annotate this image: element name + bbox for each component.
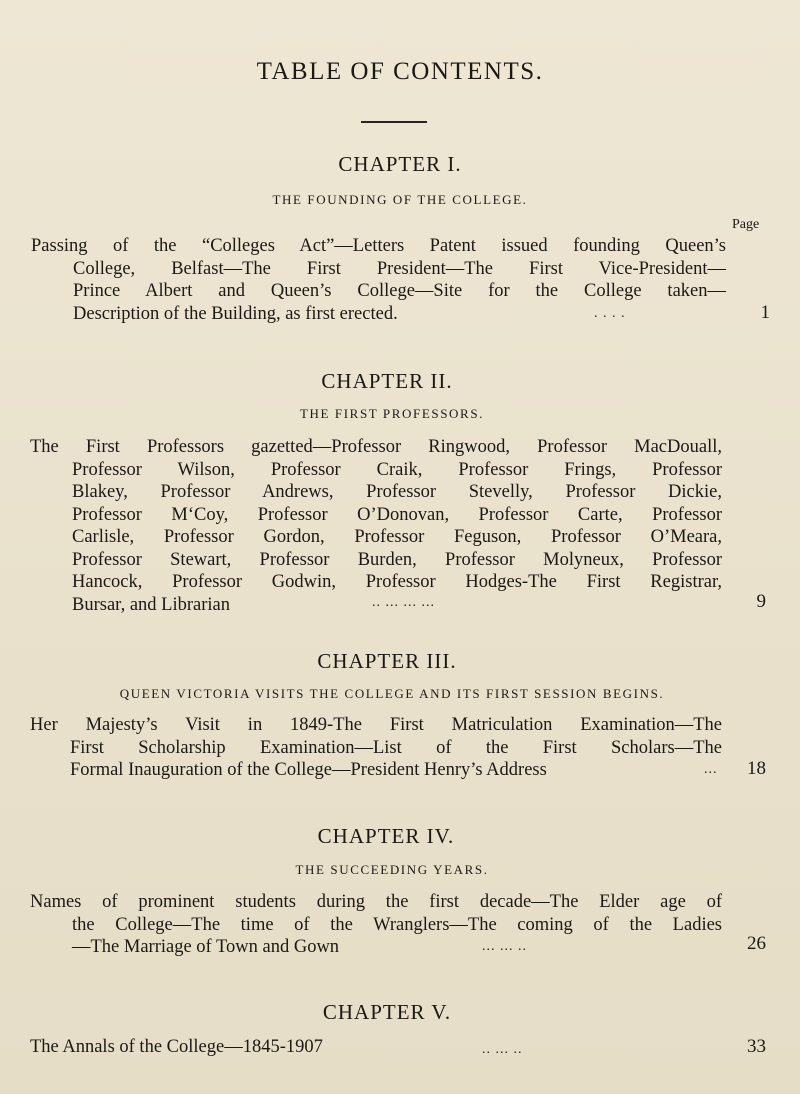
chapter-2-line-2: Professor Wilson, Professor Craik, Professor Frings, Professor (72, 459, 722, 480)
chapter-4-entry (30, 891, 722, 959)
chapter-2-heading: CHAPTER II. (321, 369, 453, 393)
chapter-4-subtitle: THE SUCCEEDING YEARS. (295, 862, 489, 877)
chapter-1-line-1: Passing of the “Colleges Act”—Letters Patent issued founding Queen’s (31, 236, 726, 256)
chapter-1-subtitle: THE FOUNDING OF THE COLLEGE. (272, 192, 528, 207)
chapter-3-line-2: First Scholarship Examination—List of the First Scholars—The (70, 737, 722, 758)
chapter-2-subtitle: THE FIRST PROFESSORS. (300, 406, 484, 421)
chapter-1-line-3: Prince Albert and Queen’s College—Site for the College taken— (73, 281, 726, 301)
chapter-1-leaders: . . . . (594, 306, 626, 321)
page-column-label: Page (732, 217, 760, 232)
chapter-2-entry (30, 436, 722, 616)
page-title: TABLE OF CONTENTS. (256, 58, 544, 85)
chapter-1-line-2: College, Belfast—The First President—The First Vice-President— (73, 258, 726, 279)
chapter-3-heading: CHAPTER III. (317, 649, 457, 673)
chapter-5-entry (30, 1036, 450, 1059)
chapter-3-line-3: Formal Inauguration of the College—President Henry’s Address (70, 760, 547, 780)
chapter-4-line-3: —The Marriage of Town and Gown (72, 937, 340, 957)
chapter-4-page-number: 26 (747, 933, 766, 954)
chapter-1-line-4: Description of the Building, as first erected. (73, 303, 398, 324)
chapter-2-line-4: Professor M‘Coy, Professor O’Donovan, Professor Carte, Professor (72, 504, 722, 525)
chapter-5-leaders: .. ... .. (482, 1042, 523, 1057)
chapter-2-line-8: Bursar, and Librarian (72, 594, 230, 615)
chapter-5-line-1: The Annals of the College—1845-1907 (30, 1037, 323, 1057)
chapter-3-line-1: Her Majesty’s Visit in 1849-The First Matriculation Examination—The (30, 715, 722, 735)
title-divider (361, 121, 427, 123)
chapter-1-entry (31, 235, 726, 325)
chapter-1-heading: CHAPTER I. (338, 152, 462, 176)
chapter-1-page-number: 1 (760, 302, 770, 323)
chapter-2-line-1: The First Professors gazetted—Professor Ringwood, Professor MacDouall, (30, 437, 722, 457)
chapter-3-subtitle: QUEEN VICTORIA VISITS THE COLLEGE AND ITS FIRST SESSION BEGINS. (119, 686, 665, 701)
chapter-4-line-1: Names of prominent students during the first decade—The Elder age of (30, 892, 722, 912)
chapter-2-line-6: Professor Stewart, Professor Burden, Professor Molyneux, Professor (72, 549, 722, 570)
chapter-2-line-7: Hancock, Professor Godwin, Professor Hodges-The First Registrar, (72, 572, 722, 592)
chapter-4-line-2: the College—The time of the Wranglers—The coming of the Ladies (72, 914, 722, 935)
chapter-2-leaders: .. ... ... ... (372, 595, 435, 610)
chapter-5-page-number: 33 (747, 1036, 766, 1057)
chapter-2-line-5: Carlisle, Professor Gordon, Professor Feguson, Professor O’Meara, (72, 527, 722, 547)
chapter-5-heading: CHAPTER V. (322, 1000, 452, 1024)
chapter-3-entry (30, 714, 722, 782)
chapter-3-leaders: ... (704, 762, 718, 777)
chapter-2-line-3: Blakey, Professor Andrews, Professor Stevelly, Professor Dickie, (72, 482, 722, 502)
chapter-2-page-number: 9 (756, 591, 766, 612)
chapter-4-heading: CHAPTER IV. (317, 824, 455, 848)
chapter-4-leaders: ... ... .. (482, 939, 527, 954)
chapter-3-page-number: 18 (747, 758, 766, 779)
